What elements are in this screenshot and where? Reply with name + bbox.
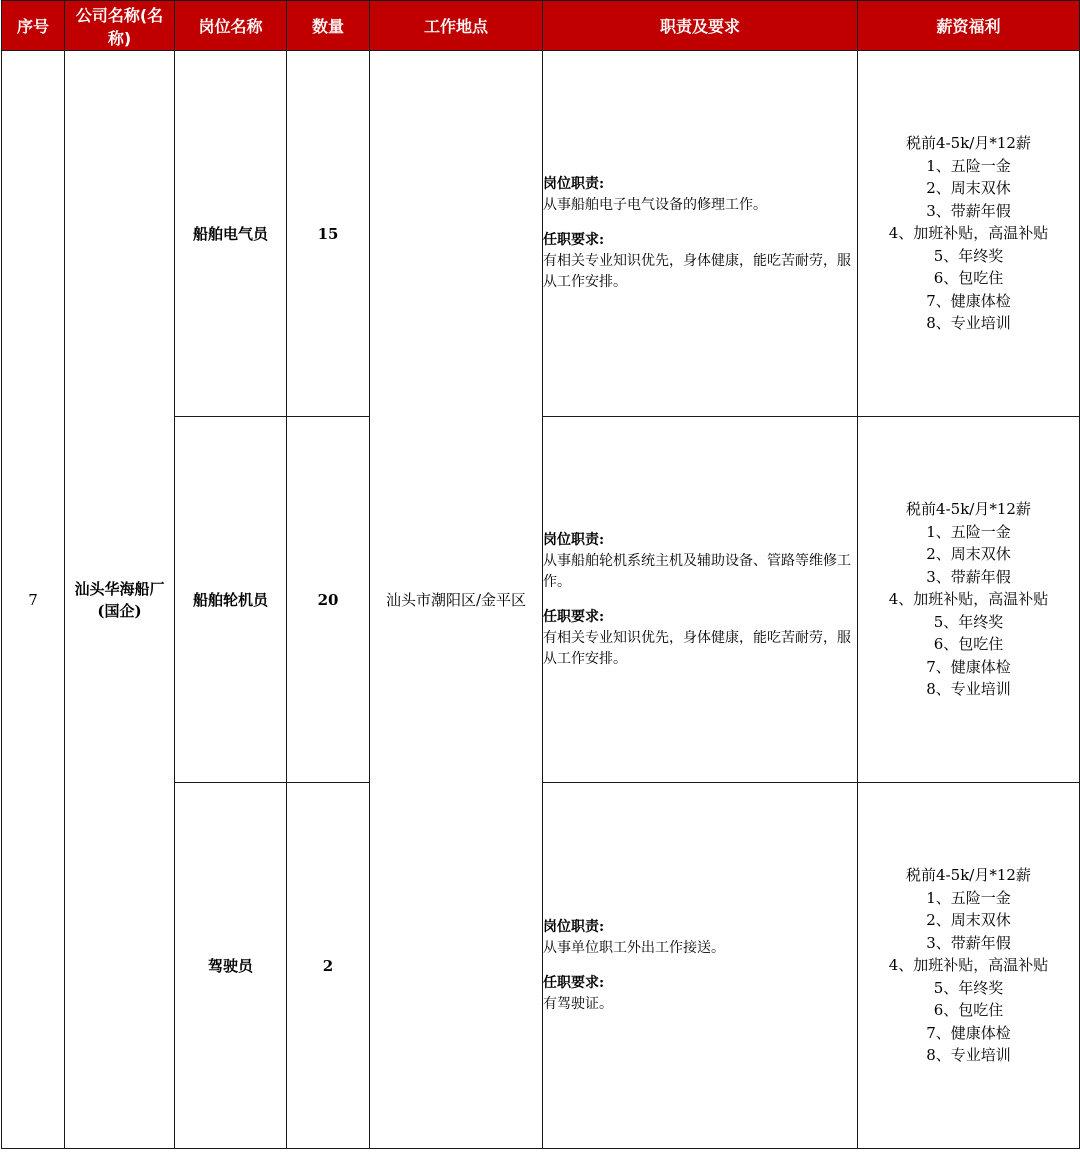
position-count: 20 — [287, 417, 370, 783]
benefit-item: 5、年终奖 — [933, 246, 1004, 265]
benefit-item: 7、健康体检 — [926, 657, 1011, 676]
duty-text: 从事船舶电子电气设备的修理工作。 — [543, 197, 767, 213]
duty-heading: 岗位职责: — [543, 531, 605, 548]
benefit-item: 7、健康体检 — [926, 1023, 1011, 1042]
benefit-item: 1、五险一金 — [926, 522, 1011, 541]
work-location: 汕头市潮阳区/金平区 — [370, 51, 543, 1149]
benefit-item: 4、加班补贴，高温补贴 — [888, 224, 1049, 243]
duties-cell — [543, 51, 858, 417]
position-count: 2 — [287, 783, 370, 1149]
benefit-item: 2、周末双休 — [926, 911, 1011, 930]
benefit-item: 4、加班补贴，高温补贴 — [888, 590, 1049, 609]
salary-line: 税前4-5k/月*12薪 — [906, 134, 1031, 153]
duty-heading: 岗位职责: — [543, 918, 605, 935]
benefit-item: 6、包吃住 — [933, 1001, 1004, 1020]
benefit-item: 1、五险一金 — [926, 156, 1011, 175]
salary-cell — [858, 417, 1080, 783]
salary-line: 税前4-5k/月*12薪 — [906, 866, 1031, 885]
job-table — [1, 0, 1080, 1149]
header-count: 数量 — [287, 1, 370, 51]
benefit-item: 3、带薪年假 — [926, 567, 1011, 586]
benefit-item: 6、包吃住 — [933, 635, 1004, 654]
header-position: 岗位名称 — [175, 1, 287, 51]
benefit-item: 3、带薪年假 — [926, 201, 1011, 220]
table-row — [2, 51, 1080, 417]
requirement-heading: 任职要求: — [543, 608, 605, 625]
salary-cell — [858, 783, 1080, 1149]
position-name: 驾驶员 — [175, 783, 287, 1149]
duties-cell — [543, 783, 858, 1149]
header-row — [2, 1, 1080, 51]
duties-cell — [543, 417, 858, 783]
requirement-text: 有相关专业知识优先，身体健康，能吃苦耐劳，服从工作安排。 — [543, 253, 851, 290]
company-cell — [65, 51, 175, 1149]
benefit-item: 3、带薪年假 — [926, 933, 1011, 952]
header-index: 序号 — [2, 1, 65, 51]
row-index: 7 — [2, 51, 65, 1149]
benefit-item: 8、专业培训 — [926, 680, 1011, 699]
benefit-item: 8、专业培训 — [926, 314, 1011, 333]
benefit-item: 5、年终奖 — [933, 978, 1004, 997]
requirement-text: 有相关专业知识优先，身体健康，能吃苦耐劳，服从工作安排。 — [543, 629, 851, 667]
position-name: 船舶电气员 — [175, 51, 287, 417]
header-location: 工作地点 — [370, 1, 543, 51]
company-name: 汕头华海船厂 — [74, 579, 165, 598]
benefit-item: 6、包吃住 — [933, 269, 1004, 288]
benefit-item: 7、健康体检 — [926, 291, 1011, 310]
header-company: 公司名称(名称) — [65, 1, 175, 51]
requirement-heading: 任职要求: — [543, 232, 605, 248]
benefit-item: 8、专业培训 — [926, 1046, 1011, 1065]
requirement-text: 有驾驶证。 — [543, 995, 613, 1012]
header-duties: 职责及要求 — [543, 1, 858, 51]
duty-heading: 岗位职责: — [543, 176, 605, 192]
benefit-item: 1、五险一金 — [926, 888, 1011, 907]
position-count: 15 — [287, 51, 370, 417]
benefit-item: 2、周末双休 — [926, 179, 1011, 198]
benefit-item: 5、年终奖 — [933, 612, 1004, 631]
company-type: (国企) — [97, 601, 142, 620]
benefit-item: 2、周末双休 — [926, 545, 1011, 564]
benefit-item: 4、加班补贴，高温补贴 — [888, 956, 1049, 975]
duty-text: 从事单位职工外出工作接送。 — [543, 939, 725, 956]
header-salary: 薪资福利 — [858, 1, 1080, 51]
duty-text: 从事船舶轮机系统主机及辅助设备、管路等维修工作。 — [543, 552, 851, 590]
salary-cell — [858, 51, 1080, 417]
requirement-heading: 任职要求: — [543, 974, 605, 991]
position-name: 船舶轮机员 — [175, 417, 287, 783]
salary-line: 税前4-5k/月*12薪 — [906, 500, 1031, 519]
